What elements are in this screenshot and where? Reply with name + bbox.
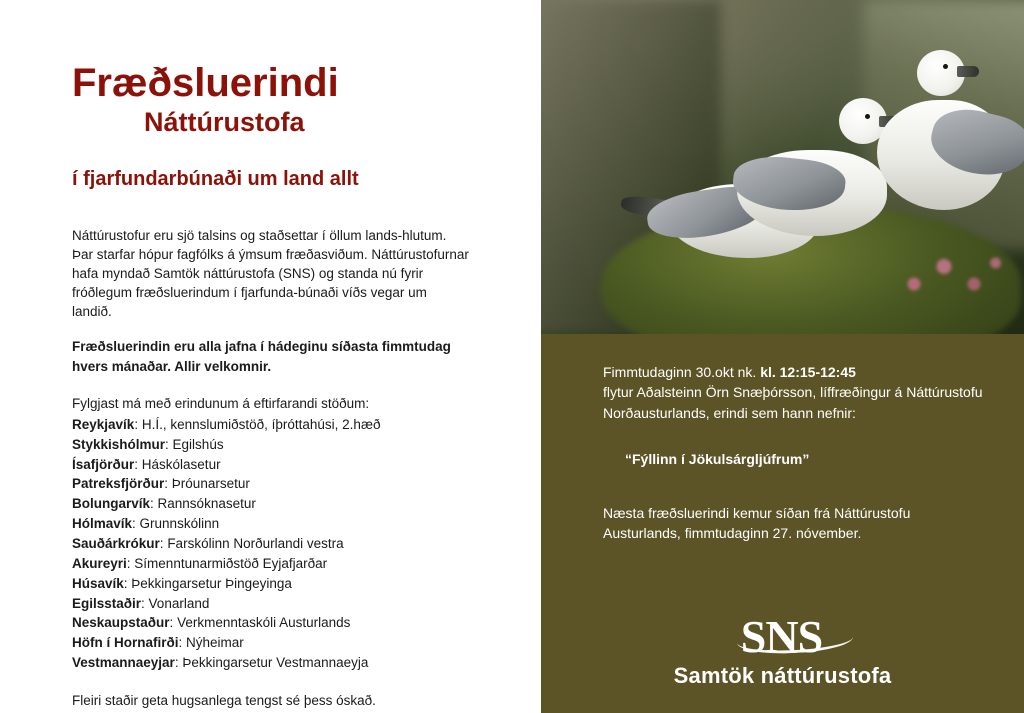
next-event: Næsta fræðsluerindi kemur síðan frá Náttúrustofu Austurlands, fimmtudaginn 27. nóvember. <box>603 505 911 542</box>
location-place: Húsavík <box>72 575 124 591</box>
location-place: Bolungarvík <box>72 496 151 512</box>
highlight-paragraph: Fræðsluerindin eru alla jafna í hádeginu síðasta fimmtudag hvers mánaðar. Allir velkomnir. <box>72 339 451 374</box>
location-venue: Verkmenntaskóli Austurlands <box>177 615 351 631</box>
left-body <box>0 190 541 710</box>
location-place: Stykkishólmur <box>72 436 166 452</box>
page-subtitle: Náttúrustofa <box>144 107 305 137</box>
bird-eye <box>943 64 948 69</box>
location-place: Egilsstaðir <box>72 595 142 611</box>
list-item: Stykkishólmur: Egilshús <box>72 436 224 452</box>
location-venue: Grunnskólinn <box>139 516 220 532</box>
location-place: Patreksfjörður <box>72 476 165 492</box>
footnote: Fleiri staðir geta hugsanlega tengst sé þess óskað. <box>72 692 376 708</box>
list-item: Hólmavík: Grunnskólinn <box>72 516 220 532</box>
location-venue: Háskólasetur <box>141 456 221 472</box>
location-venue: Þekkingarsetur Þingeyinga <box>131 575 292 591</box>
list-item: Bolungarvík: Rannsóknasetur <box>72 496 256 512</box>
event-date: Fimmtudaginn 30.okt nk. <box>603 364 757 380</box>
location-venue: Þróunarsetur <box>171 476 250 492</box>
location-place: Hólmavík <box>72 516 133 532</box>
page-tagline: í fjarfundarbúnaði um land allt <box>72 167 359 190</box>
location-place: Akureyri <box>72 555 127 571</box>
location-venue: H.Í., kennslumiðstöð, íþróttahúsi, 2.hæð <box>141 416 381 432</box>
location-place: Vestmannaeyjar <box>72 655 175 671</box>
location-venue: Farskólinn Norðurlandi vestra <box>167 536 344 551</box>
bird-eye <box>865 114 870 119</box>
list-item: Ísafjörður: Háskólasetur <box>72 456 221 472</box>
list-item: Höfn í Hornafirði: Nýheimar <box>72 635 244 651</box>
location-venue: Vonarland <box>148 595 210 611</box>
event-time: kl. 12:15-12:45 <box>760 364 856 380</box>
location-place: Ísafjörður <box>72 456 135 472</box>
intro-paragraph: Náttúrustofur eru sjö talsins og staðsettar í öllum lands-hlutum. Þar starfar hópur fagfólks á ýmsum fræðasviðum. Náttúrustofurnar hafa myndað Samtök náttúrustofa (SNS) og standa nú fyrir fróðlegum fræðsluerindum í fjarfunda-búnaði víðs vegar um landið. <box>72 227 469 320</box>
title-block <box>0 0 541 190</box>
list-item: Patreksfjörður: Þróunarsetur <box>72 476 250 492</box>
location-venue: Egilshús <box>172 436 224 452</box>
sns-swoosh-icon <box>736 624 853 656</box>
sns-org-name: Samtök náttúrustofa <box>673 663 892 688</box>
list-item: Egilsstaðir: Vonarland <box>72 595 210 611</box>
event-description: flytur Aðalsteinn Örn Snæþórsson, líffræðingur á Náttúrustofu Norðausturlands, erindi sem hann nefnir: <box>603 384 983 421</box>
bird-icon <box>871 42 1024 232</box>
location-place: Reykjavík <box>72 416 135 432</box>
photo-flowers <box>890 242 1010 312</box>
sns-logo <box>541 611 1024 689</box>
locations-intro: Fylgjast má með erindunum á eftirfarandi stöðum: <box>72 395 370 411</box>
location-venue: Rannsóknasetur <box>157 496 256 512</box>
list-item: Húsavík: Þekkingarsetur Þingeyinga <box>72 575 292 591</box>
location-venue: Nýheimar <box>186 635 244 651</box>
lecture-title: “Fýllinn í Jökulsárgljúfrum” <box>625 450 810 467</box>
list-item: Sauðárkrókur: Farskólinn Norðurlandi vestra <box>72 536 344 551</box>
sns-mark-text: SNS <box>740 611 823 663</box>
event-panel <box>541 334 1024 713</box>
location-venue: Símenntunarmiðstöð Eyjafjarðar <box>134 555 328 571</box>
event-datetime <box>603 362 984 382</box>
list-item: Vestmannaeyjar: Þekkingarsetur Vestmannaeyja <box>72 655 369 671</box>
locations-list <box>72 415 469 673</box>
right-column <box>541 0 1024 713</box>
list-item: Reykjavík: H.Í., kennslumiðstöð, íþróttahúsi, 2.hæð <box>72 416 381 432</box>
location-place: Höfn í Hornafirði <box>72 635 179 651</box>
sns-wordmark <box>740 611 823 663</box>
location-place: Neskaupstaður <box>72 615 170 631</box>
bird-beak <box>957 66 979 77</box>
list-item: Neskaupstaður: Verkmenntaskóli Austurlands <box>72 615 351 631</box>
location-venue: Þekkingarsetur Vestmannaeyja <box>182 655 369 671</box>
list-item: Akureyri: Símenntunarmiðstöð Eyjafjarðar <box>72 555 328 571</box>
fulmar-birds-photo <box>541 0 1024 334</box>
page-title: Fræðsluerindi <box>72 61 339 105</box>
location-place: Sauðárkrókur <box>72 536 160 551</box>
